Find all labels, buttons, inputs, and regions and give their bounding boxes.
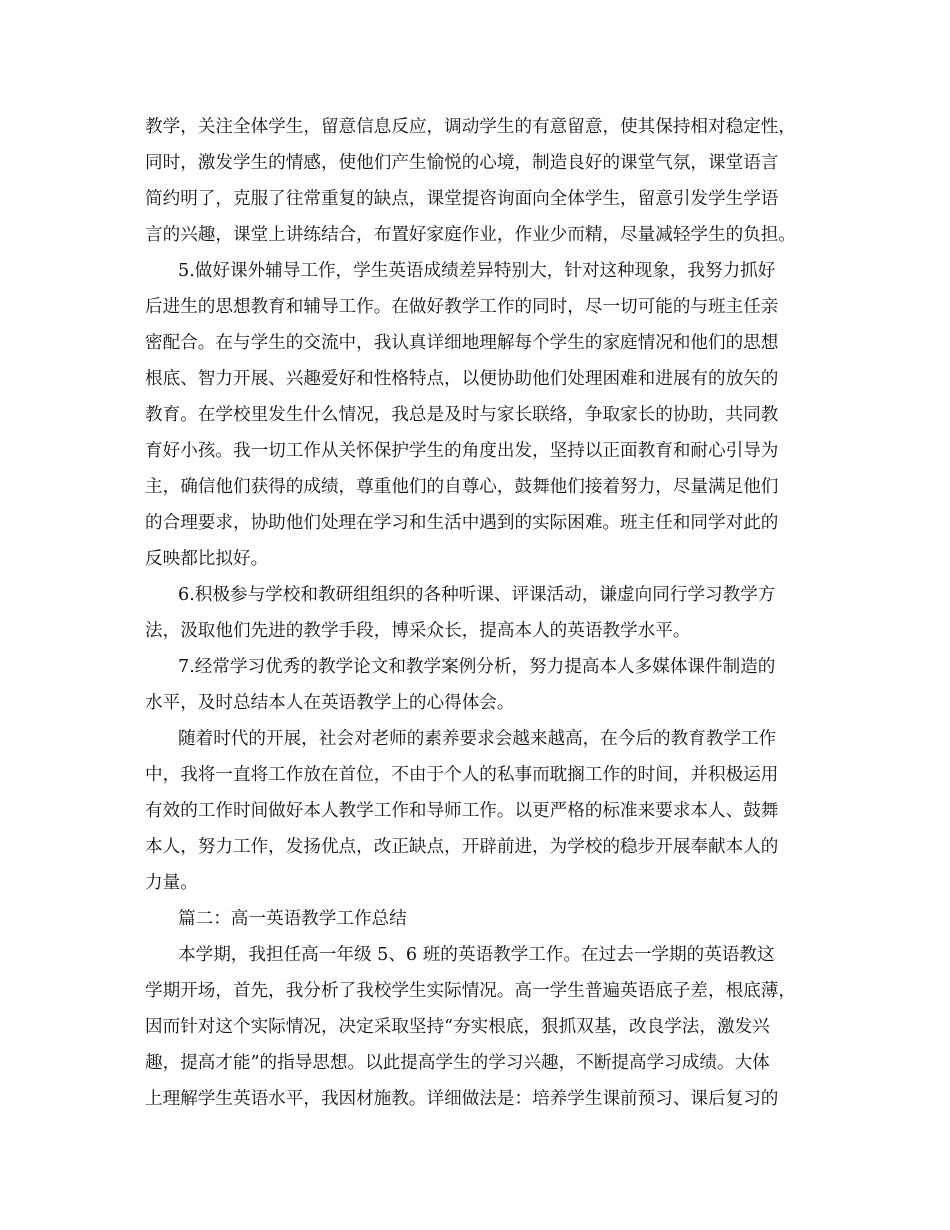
text-line: 水平，及时总结本人在英语教学上的心得体会。 [145,693,515,713]
section-heading: 篇二：高一英语教学工作总结 [178,909,407,929]
text-line: 的合理要求，协助他们处理在学习和生活中遇到的实际困难。班主任和同学对此的 [145,513,779,533]
text-line: 随着时代的开展，社会对老师的素养要求会越来越高，在今后的教育教学工作 [178,729,777,749]
text-line: 6.积极参与学校和教研组组织的各种听课、评课活动，谦虚向同行学习教学方 [178,585,776,605]
text-line: 同时，激发学生的情感，使他们产生愉悦的心境，制造良好的课堂气氛，课堂语言 [145,153,779,173]
text-line: 上理解学生英语水平，我因材施教。详细做法是：培养学生课前预习、课后复习的 [145,1089,779,1109]
text-line: 趣，提高才能”的指导思想。以此提高学生的学习兴趣，不断提高学习成绩。大体 [145,1053,770,1073]
text-line: 5.做好课外辅导工作，学生英语成绩差异特别大，针对这种现象，我努力抓好 [178,261,776,281]
text-line: 育好小孩。我一切工作从关怀保护学生的角度出发，坚持以正面教育和耐心引导为 [145,441,779,461]
text-line: 学期开场，首先，我分析了我校学生实际情况。高一学生普遍英语底子差，根底薄， [145,981,796,1001]
text-line: 根底、智力开展、兴趣爱好和性格特点，以便协助他们处理困难和进展有的放矢的 [145,369,779,389]
text-line: 简约明了，克服了往常重复的缺点，课堂提咨询面向全体学生，留意引发学生学语 [145,189,779,209]
text-line: 反映都比拟好。 [145,549,269,569]
text-line: 教学，关注全体学生，留意信息反应，调动学生的有意留意，使其保持相对稳定性， [145,117,796,137]
text-line: 后进生的思想教育和辅导工作。在做好教学工作的同时，尽一切可能的与班主任亲 [145,297,779,317]
text-line: 本学期，我担任高一年级 5、6 班的英语教学工作。在过去一学期的英语教这 [178,945,775,965]
text-line: 中，我将一直将工作放在首位，不由于个人的私事而耽搁工作的时间，并积极运用 [145,765,779,785]
text-line: 教育。在学校里发生什么情况，我总是及时与家长联络，争取家长的协助，共同教 [145,405,779,425]
text-line: 有效的工作时间做好本人教学工作和导师工作。以更严格的标准来要求本人、鼓舞 [145,801,779,821]
text-line: 力量。 [145,873,198,893]
text-line: 因而针对这个实际情况，决定采取坚持“夯实根底，狠抓双基，改良学法，激发兴 [145,1017,770,1037]
text-line: 法，汲取他们先进的教学手段，博采众长，提高本人的英语教学水平。 [145,621,691,641]
text-line: 主，确信他们获得的成绩，尊重他们的自尊心，鼓舞他们接着努力，尽量满足他们 [145,477,779,497]
text-line: 7.经常学习优秀的教学论文和教学案例分析，努力提高本人多媒体课件制造的 [178,657,776,677]
text-line: 密配合。在与学生的交流中，我认真详细地理解每个学生的家庭情况和他们的思想 [145,333,779,353]
text-line: 言的兴趣，课堂上讲练结合，布置好家庭作业，作业少而精，尽量减轻学生的负担。 [145,225,796,245]
text-line: 本人，努力工作，发扬优点，改正缺点，开辟前进，为学校的稳步开展奉献本人的 [145,837,779,857]
